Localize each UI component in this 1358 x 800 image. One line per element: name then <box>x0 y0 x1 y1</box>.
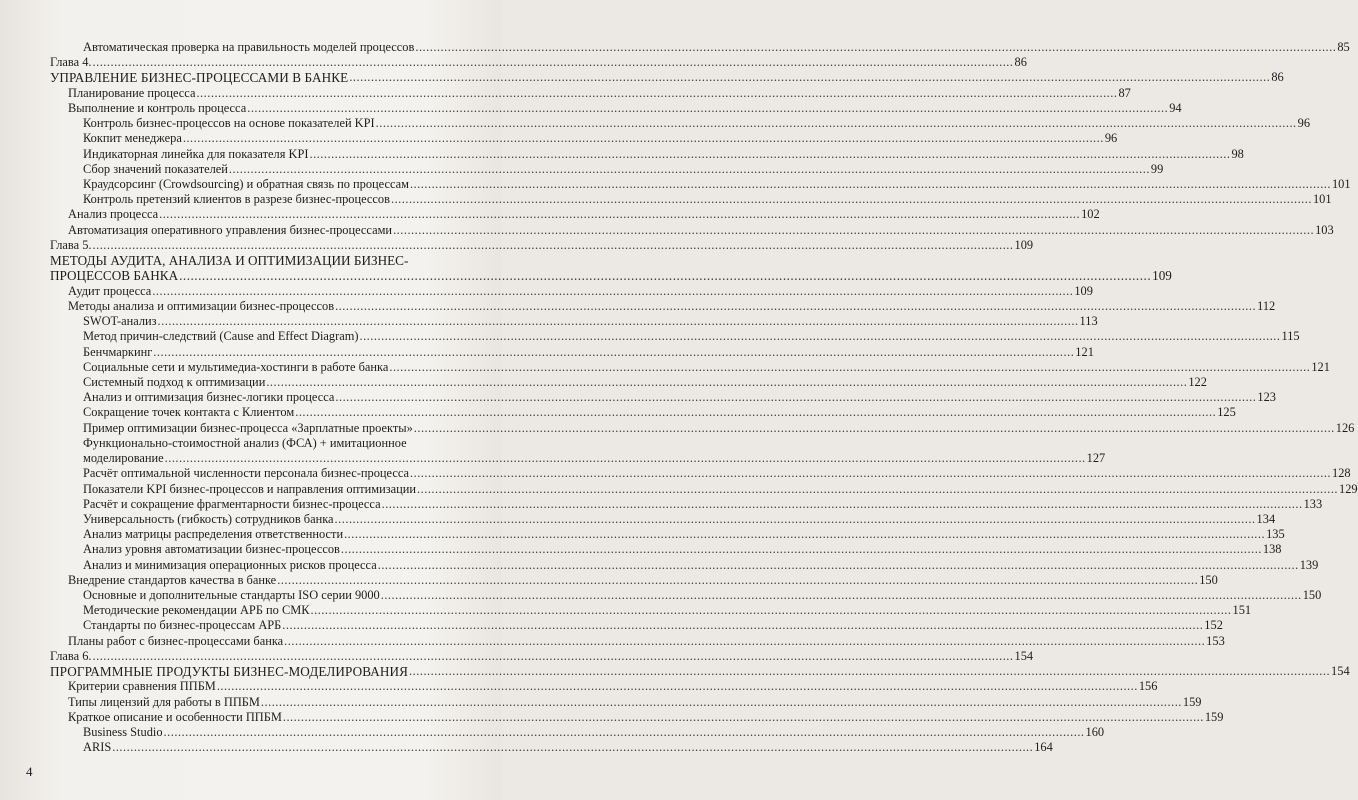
toc-entry <box>50 85 1131 101</box>
toc-entry <box>50 709 1224 725</box>
toc-page-number: 94 <box>1169 101 1182 116</box>
toc-page-number: 109 <box>1014 237 1034 252</box>
toc-entry <box>50 116 1311 131</box>
toc-entry <box>50 603 1252 618</box>
toc-leader-dots <box>391 192 1312 207</box>
toc-leader-dots <box>415 40 1336 55</box>
toc-entry <box>50 542 1282 557</box>
toc-entry <box>50 724 1105 740</box>
toc-leader-dots <box>382 497 1303 512</box>
toc-leader-dots <box>93 238 1014 253</box>
toc-entry <box>50 146 1244 162</box>
toc-entry-title: Бенчмаркинг <box>83 344 153 359</box>
toc-entry <box>50 101 1182 116</box>
toc-page-number: 109 <box>1152 268 1172 284</box>
toc-page-number: 156 <box>1138 679 1158 694</box>
toc-entry-title: УПРАВЛЕНИЕ БИЗНЕС-ПРОЦЕССАМИ В БАНКЕ <box>50 70 349 86</box>
toc-entry <box>50 299 1276 314</box>
toc-leader-dots <box>158 314 1079 329</box>
toc-entry-title: Универсальность (гибкость) сотрудников банка <box>83 511 334 526</box>
toc-page-number: 139 <box>1299 557 1319 572</box>
toc-chapter-heading <box>50 70 1284 86</box>
toc-entry-title: Глава 6. <box>50 648 92 663</box>
toc-page-number: 125 <box>1217 405 1236 420</box>
toc-page-number: 123 <box>1257 390 1276 405</box>
page-folio-number: 4 <box>26 764 33 779</box>
toc-leader-dots <box>378 558 1299 573</box>
toc-entry <box>50 587 1322 603</box>
toc-page-number: 96 <box>1104 131 1118 146</box>
toc-entry <box>50 329 1300 344</box>
toc-leader-dots <box>414 421 1335 436</box>
toc-entry <box>50 694 1202 710</box>
toc-entry <box>50 572 1218 588</box>
toc-entry-chapter5-heading <box>50 253 1172 284</box>
toc-entry <box>50 177 1351 192</box>
toc-entry-title: ARIS <box>83 740 112 755</box>
toc-entry <box>50 359 1330 375</box>
toc-leader-dots <box>164 725 1085 740</box>
toc-leader-dots <box>359 329 1280 344</box>
toc-chapter-label <box>50 237 1034 253</box>
toc-entry-title: Расчёт и сокращение фрагментарности бизнес-процесса <box>83 496 381 511</box>
toc-page-number: 86 <box>1271 70 1284 85</box>
toc-page-number: 159 <box>1182 694 1202 709</box>
toc-entry <box>50 420 1355 436</box>
toc-page-number: 128 <box>1332 466 1351 481</box>
toc-entry <box>50 314 1098 329</box>
toc-entry-title: Метод причин-следствий (Cause and Effect Diagram) <box>83 329 359 344</box>
toc-page-number: 85 <box>1337 40 1350 54</box>
toc-leader-dots <box>282 618 1203 633</box>
toc-entry-title: Business Studio <box>83 724 163 739</box>
toc-entry <box>50 222 1334 238</box>
toc-leader-dots <box>196 86 1117 101</box>
toc-page-number: 101 <box>1331 177 1351 192</box>
toc-page-number: 115 <box>1281 329 1300 344</box>
toc-entry-title-line: моделирование <box>83 451 164 466</box>
toc-entry-title: Показатели KPI бизнес-процессов и направления оптимизации <box>83 481 417 496</box>
toc-entry-title: Анализ и оптимизация бизнес-логики процесса <box>83 390 335 405</box>
toc-leader-dots <box>159 207 1080 222</box>
toc-leader-dots <box>344 527 1265 542</box>
toc-entry <box>50 618 1223 633</box>
toc-page-number: 150 <box>1199 572 1218 587</box>
toc-entry-title: Кокпит менеджера <box>83 131 182 146</box>
toc-leader-dots <box>183 131 1104 146</box>
toc-page-number: 113 <box>1079 314 1098 329</box>
toc-entry-title: Методические рекомендации АРБ по СМК <box>83 603 310 618</box>
toc-entry-title: Выполнение и контроль процесса <box>68 101 247 116</box>
toc-entry-title: Планирование процесса <box>68 85 196 100</box>
toc-entry-title: Социальные сети и мультимедиа-хостинги в работе банка <box>83 359 389 374</box>
toc-entry-title: Автоматизация оперативного управления бизнес-процессами <box>68 222 393 237</box>
toc-leader-dots <box>153 345 1074 360</box>
toc-page-number: 98 <box>1231 146 1244 161</box>
toc-leader-dots <box>349 70 1270 85</box>
toc-leader-dots <box>152 284 1073 299</box>
toc-leader-dots <box>284 634 1205 649</box>
toc-entry-title-line: Функционально-стоимостной анализ (ФСА) + имитационное <box>83 435 407 450</box>
toc-page-number: 160 <box>1085 724 1105 739</box>
toc-page-number: 109 <box>1074 283 1093 298</box>
toc-leader-dots <box>335 512 1256 527</box>
toc-page-number: 112 <box>1257 299 1276 314</box>
toc-leader-dots <box>217 679 1138 694</box>
toc-entry-title: Контроль претензий клиентов в разрезе бизнес-процессов <box>83 192 390 207</box>
toc-page-number: 129 <box>1339 481 1358 496</box>
toc-page-number: 99 <box>1150 161 1164 176</box>
toc-leader-dots <box>112 740 1033 755</box>
toc-entry <box>50 405 1236 420</box>
toc-leader-dots <box>165 451 1086 466</box>
toc-leader-dots <box>341 542 1262 557</box>
toc-page-number: 164 <box>1034 740 1053 755</box>
toc-entry-title: Анализ матрицы распределения ответственности <box>83 527 344 542</box>
toc-page-number: 86 <box>1014 55 1027 70</box>
toc-chapter-heading <box>50 663 1350 679</box>
toc-entry-title: Анализ уровня автоматизации бизнес-процессов <box>83 542 340 557</box>
toc-page-number: 154 <box>1331 663 1350 678</box>
toc-entry-title: Анализ и минимизация операционных рисков процесса <box>83 557 377 572</box>
toc-leader-dots <box>266 375 1187 390</box>
toc-entry-title: Типы лицензий для работы в ППБМ <box>68 694 260 709</box>
toc-page-number: 138 <box>1262 542 1282 557</box>
toc-leader-dots <box>335 299 1256 314</box>
toc-entry-title: Глава 4. <box>50 55 92 70</box>
toc-entry <box>50 283 1093 299</box>
toc-entry-title: Индикаторная линейка для показателя KPI <box>83 146 309 161</box>
toc-entry-title: Методы анализа и оптимизации бизнес-процессов <box>68 299 335 314</box>
toc-page-number: 96 <box>1297 116 1311 131</box>
toc-heading-line: МЕТОДЫ АУДИТА, АНАЛИЗА И ОПТИМИЗАЦИИ БИЗНЕС- <box>50 253 409 269</box>
toc-leader-dots <box>376 116 1297 131</box>
toc-entry <box>50 740 1053 755</box>
toc-entry-title: Сбор значений показателей <box>83 161 228 176</box>
toc-leader-dots <box>283 710 1204 725</box>
toc-leader-dots <box>311 603 1232 618</box>
toc-page-number: 134 <box>1256 511 1276 526</box>
toc-leader-dots <box>93 55 1014 70</box>
toc-entry <box>50 131 1118 146</box>
toc-entry-title: SWOT-анализ <box>83 314 157 329</box>
toc-leader-dots <box>247 101 1168 116</box>
toc-entry <box>50 207 1100 222</box>
toc-page-number: 126 <box>1335 420 1355 435</box>
toc-entry <box>50 527 1285 542</box>
toc-entry-title: Сокращение точек контакта с Клиентом <box>83 405 295 420</box>
toc-page-number: 102 <box>1081 207 1100 222</box>
toc-entry <box>50 633 1225 649</box>
toc-page-number: 153 <box>1206 633 1225 648</box>
toc-leader-dots <box>409 664 1330 679</box>
toc-entry-title: Анализ процесса <box>68 207 159 222</box>
toc-leader-dots <box>277 573 1198 588</box>
toc-entry-title: Стандарты по бизнес-процессам АРБ <box>83 618 282 633</box>
toc-page-number: 127 <box>1086 451 1106 466</box>
toc-leader-dots <box>389 360 1310 375</box>
toc-chapter-label <box>50 648 1034 664</box>
toc-entry-title: Аудит процесса <box>68 283 152 298</box>
toc-entry-title: ПРОГРАММНЫЕ ПРОДУКТЫ БИЗНЕС-МОДЕЛИРОВАНИЯ <box>50 663 409 679</box>
toc-entry <box>50 344 1094 360</box>
toc-entry-fsa <box>50 435 1106 466</box>
toc-page-number: 121 <box>1311 359 1330 374</box>
toc-entry <box>50 466 1351 481</box>
toc-entry-title: Системный подход к оптимизации <box>83 375 266 390</box>
toc-page-number: 122 <box>1188 375 1207 390</box>
toc-page-number: 135 <box>1266 527 1285 542</box>
toc-page-number: 87 <box>1118 85 1131 100</box>
toc-entry <box>50 679 1158 694</box>
toc-page-number: 159 <box>1204 709 1224 724</box>
toc-entry-title: Автоматическая проверка на правильность моделей процессов <box>83 40 415 54</box>
toc-entry <box>50 375 1207 390</box>
toc-entry-title: Планы работ с бизнес-процессами банка <box>68 633 284 648</box>
toc-entry <box>50 481 1358 497</box>
toc-page-number: 101 <box>1312 192 1332 207</box>
toc-entry <box>50 161 1164 177</box>
toc-page-number: 150 <box>1302 587 1322 602</box>
toc-entry <box>50 192 1332 207</box>
toc-page-number: 103 <box>1315 222 1334 237</box>
toc-page-number: 151 <box>1232 603 1252 618</box>
toc-entry-title: Глава 5. <box>50 237 92 252</box>
toc-heading-line: ПРОЦЕССОВ БАНКА <box>50 268 179 284</box>
toc-leader-dots <box>393 223 1314 238</box>
table-of-contents <box>50 40 1358 755</box>
toc-entry-title: Внедрение стандартов качества в банке <box>68 572 277 587</box>
toc-leader-dots <box>261 695 1182 710</box>
toc-page-number: 121 <box>1075 344 1094 359</box>
toc-entry <box>50 511 1276 527</box>
toc-leader-dots <box>295 405 1216 420</box>
toc-entry-title: Краткое описание и особенности ППБМ <box>68 709 282 724</box>
toc-entry-title: Краудсорсинг (Crowdsourcing) и обратная связь по процессам <box>83 177 409 192</box>
toc-entry-title: Контроль бизнес-процессов на основе показателей KPI <box>83 116 375 131</box>
toc-leader-dots <box>381 588 1302 603</box>
toc-leader-dots <box>179 268 1151 283</box>
toc-entry <box>50 557 1319 573</box>
toc-leader-dots <box>229 162 1150 177</box>
toc-entry <box>50 496 1323 512</box>
toc-leader-dots <box>417 482 1338 497</box>
toc-entry-title: Пример оптимизации бизнес-процесса «Зарплатные проекты» <box>83 420 413 435</box>
toc-entry <box>50 40 1350 55</box>
toc-page-number: 154 <box>1014 648 1034 663</box>
toc-page-number: 133 <box>1303 496 1323 511</box>
toc-page-number: 152 <box>1204 618 1223 633</box>
toc-leader-dots <box>335 390 1256 405</box>
toc-chapter-label <box>50 55 1027 70</box>
toc-leader-dots <box>309 147 1230 162</box>
toc-leader-dots <box>410 466 1331 481</box>
toc-leader-dots <box>93 649 1014 664</box>
toc-leader-dots <box>410 177 1331 192</box>
toc-entry-title: Расчёт оптимальной численности персонала бизнес-процесса <box>83 466 410 481</box>
toc-entry-title: Основные и дополнительные стандарты ISO серии 9000 <box>83 587 380 602</box>
toc-entry <box>50 390 1276 405</box>
toc-entry-title: Критерии сравнения ППБМ <box>68 679 216 694</box>
